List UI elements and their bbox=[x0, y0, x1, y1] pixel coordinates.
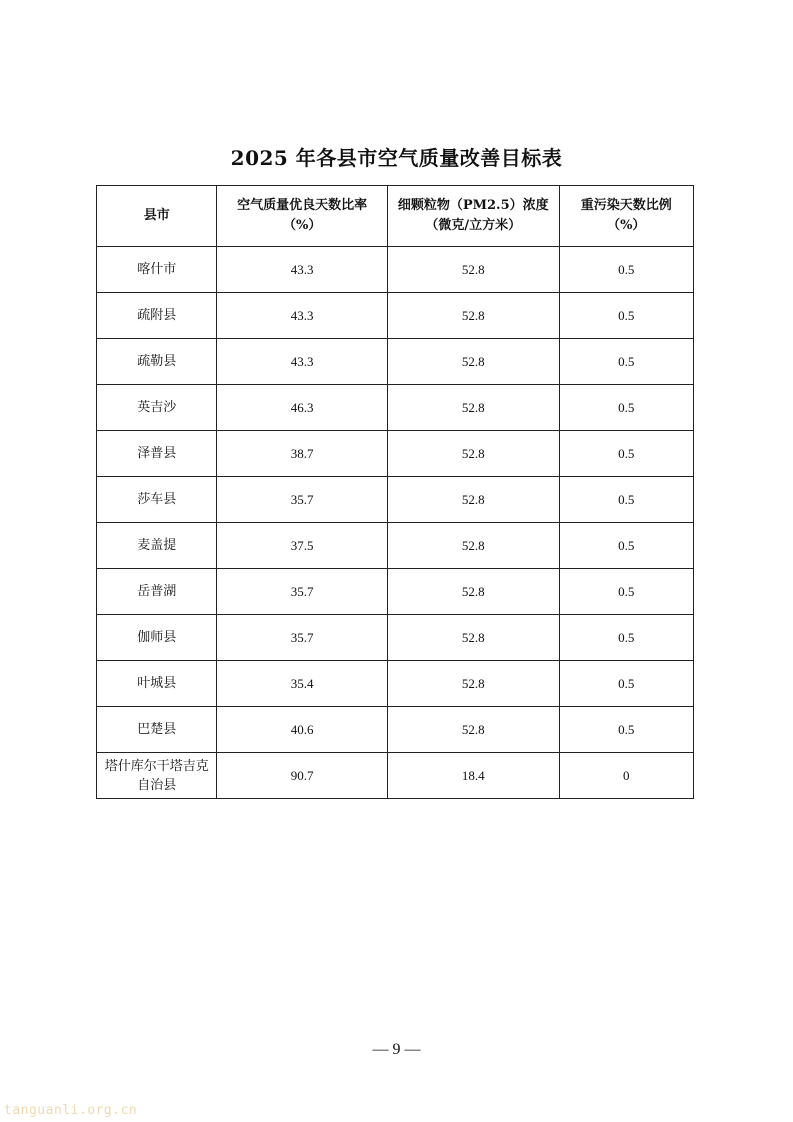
cell-county: 麦盖提 bbox=[97, 523, 217, 569]
table-row bbox=[97, 293, 694, 339]
cell-pm25: 52.8 bbox=[387, 661, 559, 707]
cell-good-days-rate: 43.3 bbox=[217, 247, 388, 293]
cell-heavy-pollution: 0.5 bbox=[559, 615, 693, 661]
cell-pm25: 18.4 bbox=[387, 753, 559, 799]
cell-heavy-pollution: 0.5 bbox=[559, 293, 693, 339]
table-row bbox=[97, 753, 694, 799]
cell-county: 巴楚县 bbox=[97, 707, 217, 753]
cell-good-days-rate: 90.7 bbox=[217, 753, 388, 799]
cell-good-days-rate: 43.3 bbox=[217, 293, 388, 339]
cell-pm25: 52.8 bbox=[387, 247, 559, 293]
cell-county: 叶城县 bbox=[97, 661, 217, 707]
header-county: 县市 bbox=[97, 186, 217, 247]
cell-pm25: 52.8 bbox=[387, 523, 559, 569]
table-row bbox=[97, 385, 694, 431]
cell-heavy-pollution: 0.5 bbox=[559, 247, 693, 293]
cell-heavy-pollution: 0.5 bbox=[559, 385, 693, 431]
table-row bbox=[97, 569, 694, 615]
cell-heavy-pollution: 0.5 bbox=[559, 707, 693, 753]
table-row bbox=[97, 431, 694, 477]
header-good-days-rate: 空气质量优良天数比率 （%） bbox=[217, 186, 388, 247]
page-title: 2025 年各县市空气质量改善目标表 bbox=[230, 146, 563, 170]
cell-good-days-rate: 43.3 bbox=[217, 339, 388, 385]
cell-good-days-rate: 38.7 bbox=[217, 431, 388, 477]
cell-county: 塔什库尔干塔吉克自治县 bbox=[97, 753, 217, 799]
cell-heavy-pollution: 0.5 bbox=[559, 523, 693, 569]
cell-good-days-rate: 35.7 bbox=[217, 615, 388, 661]
table-body bbox=[97, 247, 694, 799]
cell-county: 泽普县 bbox=[97, 431, 217, 477]
table-row bbox=[97, 523, 694, 569]
cell-pm25: 52.8 bbox=[387, 615, 559, 661]
table-row bbox=[97, 339, 694, 385]
header-pm25-concentration: 细颗粒物（PM2.5）浓度 （微克/立方米） bbox=[387, 186, 559, 247]
cell-pm25: 52.8 bbox=[387, 431, 559, 477]
cell-county: 英吉沙 bbox=[97, 385, 217, 431]
cell-heavy-pollution: 0 bbox=[559, 753, 693, 799]
cell-pm25: 52.8 bbox=[387, 707, 559, 753]
cell-good-days-rate: 35.7 bbox=[217, 569, 388, 615]
cell-heavy-pollution: 0.5 bbox=[559, 431, 693, 477]
cell-county: 疏勒县 bbox=[97, 339, 217, 385]
cell-heavy-pollution: 0.5 bbox=[559, 339, 693, 385]
cell-heavy-pollution: 0.5 bbox=[559, 661, 693, 707]
page-number: — 9 — bbox=[372, 1041, 421, 1058]
cell-good-days-rate: 40.6 bbox=[217, 707, 388, 753]
cell-pm25: 52.8 bbox=[387, 339, 559, 385]
cell-good-days-rate: 35.4 bbox=[217, 661, 388, 707]
cell-pm25: 52.8 bbox=[387, 477, 559, 523]
cell-pm25: 52.8 bbox=[387, 385, 559, 431]
header-heavy-pollution-ratio: 重污染天数比例 （%） bbox=[559, 186, 693, 247]
cell-county: 岳普湖 bbox=[97, 569, 217, 615]
cell-county: 伽师县 bbox=[97, 615, 217, 661]
cell-pm25: 52.8 bbox=[387, 569, 559, 615]
cell-good-days-rate: 35.7 bbox=[217, 477, 388, 523]
cell-county: 喀什市 bbox=[97, 247, 217, 293]
table-header-row bbox=[97, 186, 694, 247]
cell-county: 莎车县 bbox=[97, 477, 217, 523]
cell-heavy-pollution: 0.5 bbox=[559, 569, 693, 615]
cell-county: 疏附县 bbox=[97, 293, 217, 339]
table-row bbox=[97, 707, 694, 753]
air-quality-target-table bbox=[96, 185, 694, 799]
cell-heavy-pollution: 0.5 bbox=[559, 477, 693, 523]
table-row bbox=[97, 477, 694, 523]
watermark: tanguanli.org.cn bbox=[4, 1103, 138, 1118]
cell-good-days-rate: 37.5 bbox=[217, 523, 388, 569]
table-row bbox=[97, 615, 694, 661]
table-row bbox=[97, 247, 694, 293]
cell-pm25: 52.8 bbox=[387, 293, 559, 339]
table-row bbox=[97, 661, 694, 707]
cell-good-days-rate: 46.3 bbox=[217, 385, 388, 431]
